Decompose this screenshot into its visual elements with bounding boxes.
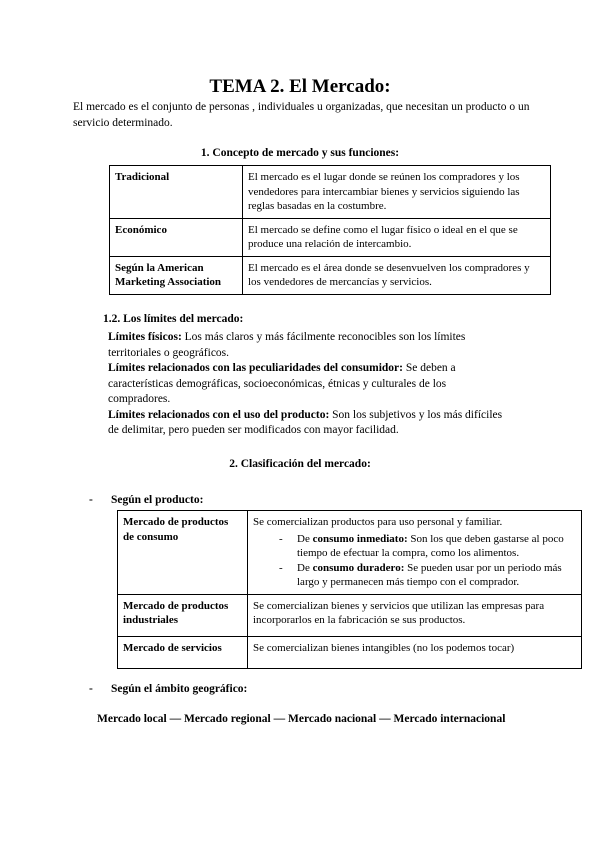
limit-text: Son los subjetivos y los más difíciles de delimitar, pero pueden ser modificados con mayor facilidad. xyxy=(108,408,503,436)
limit-label: Límites físicos: xyxy=(108,331,182,343)
concept-value: El mercado es el lugar donde se reúnen los compradores y los vendedores para intercambiar bienes y servicios siguiendo las reglas basadas en la costumbre. xyxy=(243,166,551,219)
limit-text: Se deben a características demográficas, socioeconómicas, étnicas y culturales de los compradores. xyxy=(108,362,456,405)
intro-paragraph: El mercado es el conjunto de personas , individuales u organizadas, que necesitan un producto o un servicio determinado. xyxy=(73,101,530,129)
concept-key: Tradicional xyxy=(110,166,243,219)
concept-key: Según la American Marketing Association xyxy=(110,256,243,294)
classification-key: Mercado de productos industriales xyxy=(118,594,248,636)
market-concepts-table xyxy=(109,165,551,295)
table-row xyxy=(110,256,551,294)
by-geo-label: - Según el ámbito geográfico: xyxy=(89,683,248,695)
concept-key: Económico xyxy=(110,218,243,256)
bullet-dash: - xyxy=(89,494,93,506)
table-row xyxy=(118,636,582,668)
geo-market-chain: Mercado local — Mercado regional — Mercado nacional — Mercado internacional xyxy=(97,713,506,725)
market-classification-table xyxy=(117,510,582,669)
classification-value xyxy=(248,511,582,595)
concept-value: El mercado es el área donde se desenvuelven los compradores y los vendedores de mercancías y servicios. xyxy=(243,256,551,294)
table-row xyxy=(110,218,551,256)
limit-label: Límites relacionados con las peculiaridades del consumidor: xyxy=(108,362,403,374)
limit-item xyxy=(108,361,503,408)
limit-text: Los más claros y más fácilmente reconocibles son los límites territoriales o geográficos. xyxy=(108,331,466,359)
classification-value: Se comercializan bienes y servicios que utilizan las empresas para incorporarlos en la fabricación se sus productos. xyxy=(248,594,582,636)
table-row xyxy=(118,594,582,636)
by-product-label: - Según el producto: xyxy=(89,494,204,506)
limits-list xyxy=(108,330,503,439)
list-item: - De consumo inmediato: Son los que deben gastarse al poco tiempo de efectuar la compra, como los alimentos. xyxy=(279,532,564,559)
classification-text: Se comercializan productos para uso personal y familiar. xyxy=(253,516,503,528)
limit-item xyxy=(108,330,503,361)
limit-item xyxy=(108,408,503,439)
table-row xyxy=(110,166,551,219)
table-row xyxy=(118,511,582,595)
classification-key: Mercado de servicios xyxy=(118,636,248,668)
classification-value: Se comercializan bienes intangibles (no los podemos tocar) xyxy=(248,636,582,668)
classification-key: Mercado de productos de consumo xyxy=(118,511,248,595)
section1-heading: 1. Concepto de mercado y sus funciones: xyxy=(200,147,400,159)
consumption-types-list xyxy=(279,532,576,590)
page-title: TEMA 2. El Mercado: xyxy=(209,76,391,97)
list-item: - De consumo duradero: Se pueden usar por un periodo más largo y permanecen más tiempo con el comprador. xyxy=(279,561,562,588)
limit-label: Límites relacionados con el uso del producto: xyxy=(108,408,330,421)
bullet-dash: - xyxy=(89,683,93,695)
section12-heading: 1.2. Los límites del mercado: xyxy=(103,313,244,325)
concept-value: El mercado se define como el lugar físico o ideal en el que se produce una relación de intercambio. xyxy=(243,218,551,256)
section2-heading: 2. Clasificación del mercado: xyxy=(229,458,371,470)
